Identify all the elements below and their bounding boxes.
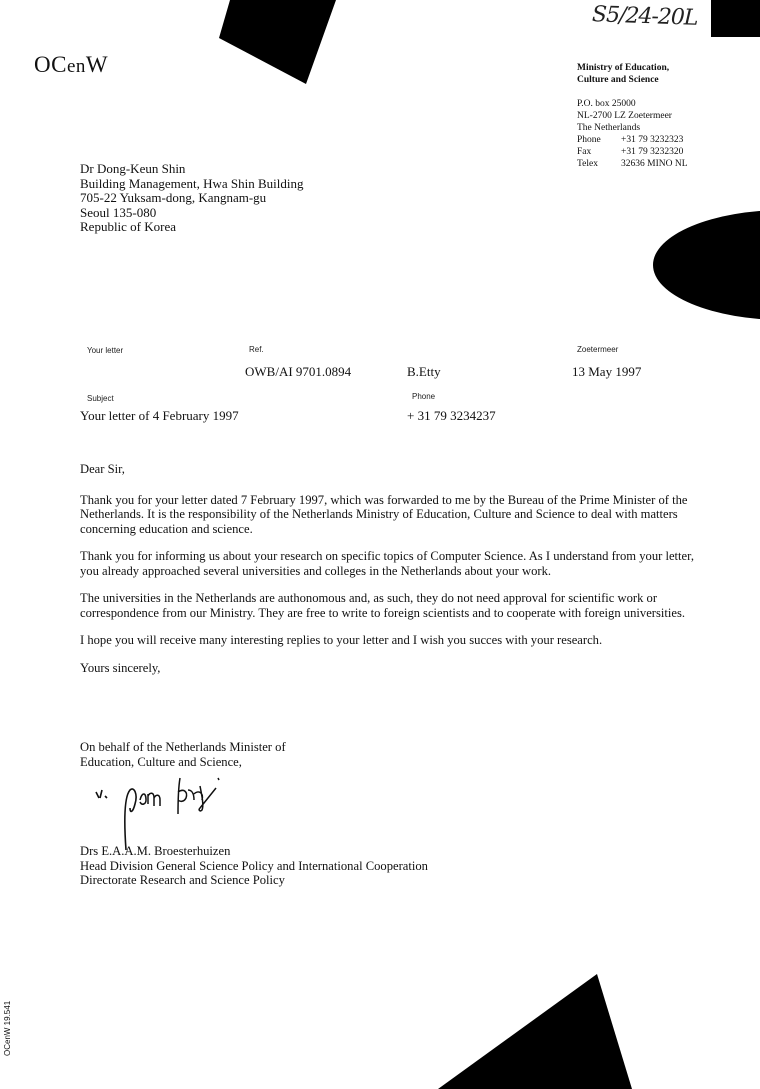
logo-suffix: W [85, 52, 109, 77]
place-label: Zoetermeer [577, 345, 619, 354]
top-right-black-block [711, 0, 760, 37]
signatory-department: Directorate Research and Science Policy [80, 873, 285, 887]
address-line: NL-2700 LZ Zoetermeer [577, 111, 672, 121]
top-black-quadrilateral [219, 0, 336, 84]
contact-telex: Telex 32636 MINO NL [577, 159, 688, 169]
subject-label: Subject [87, 394, 114, 403]
logo-middle: en [66, 56, 86, 77]
on-behalf-line: Education, Culture and Science, [80, 754, 242, 769]
handwritten-signature [90, 772, 230, 852]
body-paragraph: The universities in the Netherlands are authonomous and, as such, they do not need approval for scientific work or correspondence from our Ministry. They are free to write to foreign scientists and to cooperate with foreign universities. [80, 591, 686, 620]
on-behalf-line: On behalf of the Netherlands Minister of [80, 740, 286, 754]
footer-code-text: OCenW 19.541 [3, 1000, 12, 1056]
recipient-line: Seoul 135-080 [80, 204, 157, 220]
recipient-address [80, 162, 304, 235]
subject-value: Your letter of 4 February 1997 [80, 408, 239, 423]
ocenw-logo [34, 52, 108, 78]
address-line: The Netherlands [577, 123, 641, 133]
your-letter-label: Your letter [87, 346, 124, 355]
phone-label: Phone [412, 392, 436, 401]
body-paragraph: Thank you for your letter dated 7 February 1997, which was forwarded to me by the Bureau of the Prime Minister of the Netherlands. It is the responsibility of the Netherlands Ministry of Education, Culture and Science to deal with matters concerning education and science. [80, 492, 688, 536]
contact-fax: Fax +31 79 3232320 [577, 147, 684, 157]
signatory-block [80, 844, 428, 888]
ministry-name-line2: Culture and Science [577, 75, 659, 85]
recipient-line: Dr Dong-Keun Shin [80, 161, 186, 176]
right-black-ellipse [653, 210, 760, 320]
salutation: Dear Sir, [80, 462, 125, 476]
letter-body [80, 462, 700, 688]
signatory-title: Head Division General Science Policy and International Cooperation [80, 858, 428, 873]
signatory-name: Drs E.A.A.M. Broesterhuizen [80, 844, 231, 858]
address-line: P.O. box 25000 [577, 99, 636, 109]
logo-prefix: OC [34, 52, 67, 77]
recipient-line: Republic of Korea [80, 219, 177, 234]
body-paragraph: I hope you will receive many interesting replies to your letter and I wish you succes with your research. [80, 633, 603, 647]
on-behalf-block [80, 740, 286, 769]
ref-label: Ref. [249, 345, 264, 354]
footer-code [1, 990, 15, 1060]
recipient-line: 705-22 Yuksam-dong, Kangnam-gu [80, 190, 267, 205]
ref-value: OWB/AI 9701.0894 [245, 364, 352, 379]
bottom-black-triangle [438, 974, 632, 1089]
body-paragraph: Thank you for informing us about your research on specific topics of Computer Science. As I understand from your letter, you already approached several universities and colleges in the Netherlands about your work. [80, 549, 694, 578]
contact-person: B.Etty [407, 364, 441, 379]
recipient-line: Building Management, Hwa Shin Building [80, 175, 304, 191]
closing: Yours sincerely, [80, 660, 161, 675]
sender-block [577, 62, 688, 170]
contact-phone: Phone +31 79 3232323 [577, 135, 684, 145]
handwritten-reference: S5/24-20L [591, 2, 698, 31]
phone-value: + 31 79 3234237 [407, 408, 496, 423]
sender-address [577, 98, 688, 170]
letter-date: 13 May 1997 [572, 364, 642, 379]
ministry-name-line1: Ministry of Education, [577, 63, 670, 73]
